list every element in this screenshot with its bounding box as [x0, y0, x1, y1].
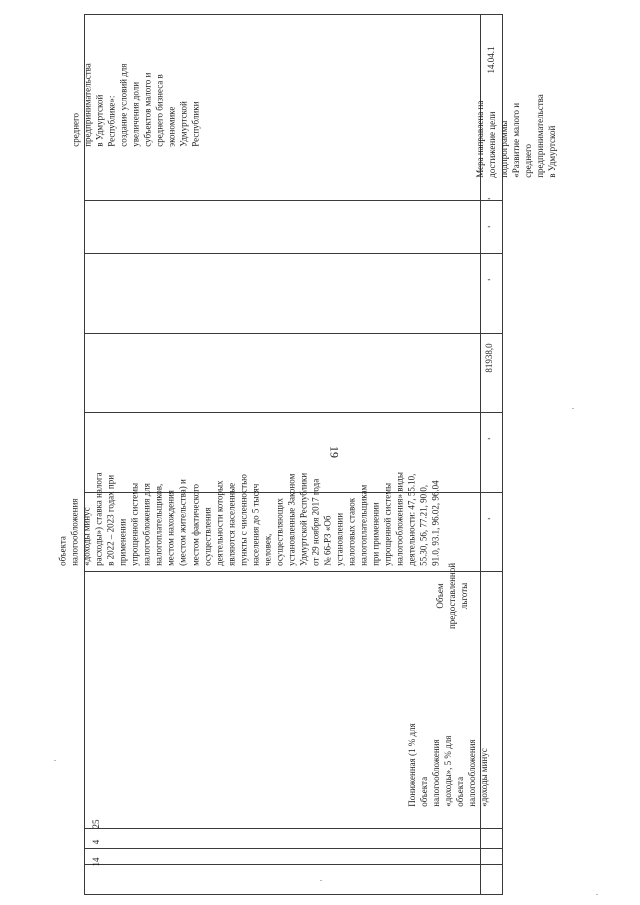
grid-line: [84, 333, 503, 334]
value-col-6: -: [487, 221, 491, 231]
grid-line: [84, 253, 503, 254]
value-col-4: -: [487, 274, 491, 284]
page-number: 19: [327, 446, 342, 458]
grid-line: [84, 412, 503, 413]
row-number: 14: [90, 857, 101, 867]
scan-speck: [596, 894, 598, 895]
value-col-3: 81938,0: [483, 343, 494, 373]
scan-speck: [572, 408, 574, 409]
grid-line: [84, 14, 503, 15]
row-indicator: Объем предоставленной льготы: [434, 562, 470, 630]
row-sub-number: 4: [90, 839, 101, 845]
row-line-number: 25: [90, 819, 101, 829]
row-goal-text-continued: среднего предпринимательства в Удмуртской Республике»: создание условий для увеличения доли субъектов малого и среднего бизнеса в экономике Удмуртской Республики: [70, 63, 202, 147]
grid-line: [84, 200, 503, 201]
row-description-continued: объекта налогообложения «доходы минус расходы») ставка налога в 2022 – 2023 годах при применении упрощенной системы налогообложения для налогоплательщиков, местом нахождения (местом жительства) и местом фактического осуществления деятельности которых являются населенные пункты с численностью населения до 5 тысяч человек, осуществляющих установленные Законом Удмуртской Республики от 29 ноября 2017 года № 66-РЗ «Об установлении налоговых ставок налогоплательщикам при применении упрощенной системы налогообложения» виды деятельности: 47, 55.10, 55.30, 56, 77.21, 90.0, 91.0, 93.1, 96.02, 96.04: [57, 472, 441, 566]
row-code: 14.04.1: [485, 46, 496, 74]
row-goal-text: Мера направлена на достижение цели подпрограммы «Развитие малого и среднего предпринимательства в Удмуртской: [474, 94, 558, 178]
scan-speck: [320, 880, 322, 881]
scan-speck: [54, 760, 56, 761]
grid-line: [84, 848, 503, 849]
grid-line: [84, 864, 503, 865]
grid-line: [84, 894, 503, 895]
row-description: Пониженная (1 % для объекта налогообложения «доходы», 5 % для объекта налогообложения «доходы минус: [406, 723, 490, 807]
value-col-2: -: [487, 433, 491, 443]
value-col-5: -: [487, 193, 491, 203]
grid-line: [84, 828, 503, 829]
value-col-1: -: [487, 513, 491, 523]
